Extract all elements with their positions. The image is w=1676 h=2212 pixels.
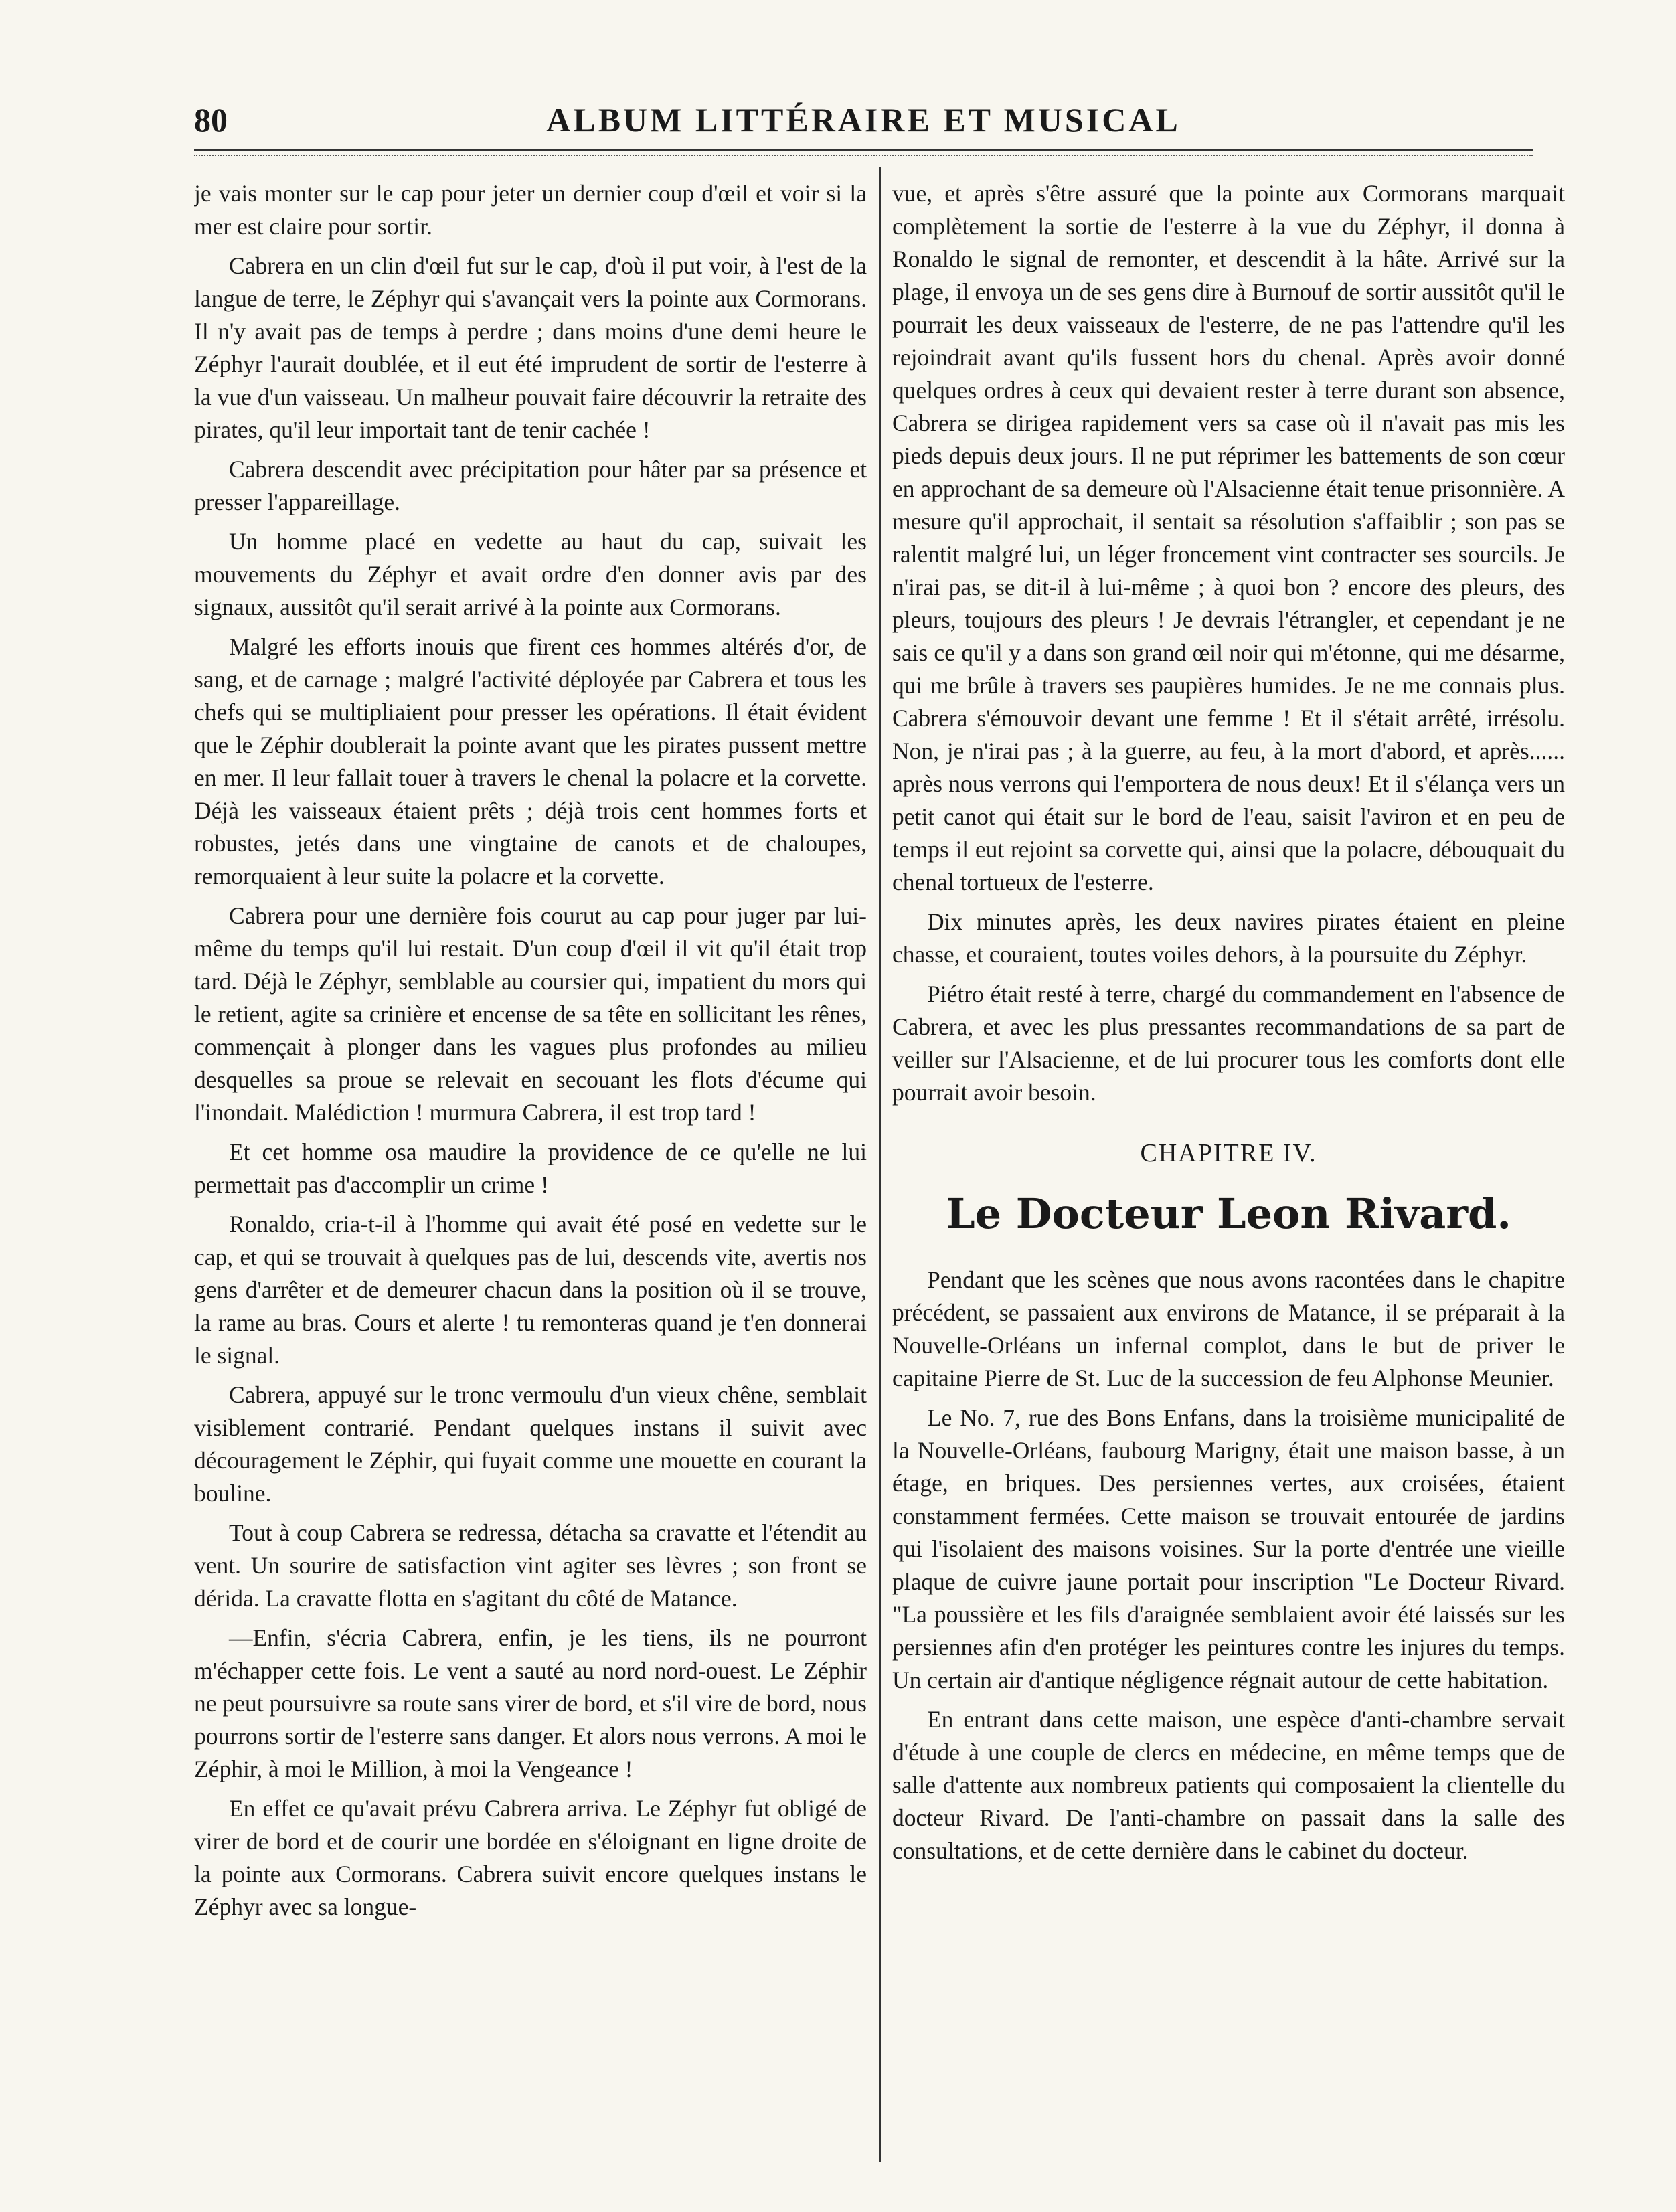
left-column <box>194 177 867 2158</box>
paragraph: Tout à coup Cabrera se redressa, détacha sa cravatte et l'étendit au vent. Un sourire de satisfaction vint agiter ses lèvres ; son front se dérida. La cravatte flotta en s'agitant du côté de Matance. <box>194 1519 867 1612</box>
paragraph: Cabrera en un clin d'œil fut sur le cap, d'où il put voir, à l'est de la langue de terre, le Zéphyr qui s'avançait vers la pointe aux Cormorans. Il n'y avait pas de temps à perdre ; dans moins d'une demi heure le Zéphyr l'aurait doublée, et il eut été imprudent de sortir de l'esterre à la vue d'un vaisseau. Un malheur pouvait faire découvrir la retraite des pirates, qu'il leur importait tant de tenir cachée ! <box>194 252 867 443</box>
right-column <box>892 177 1565 2158</box>
paragraph: En entrant dans cette maison, une espèce d'anti-chambre servait d'étude à une couple de clercs en médecine, en même temps que de salle d'attente aux nombreux patients qui composaient la clientelle du docteur Rivard. De l'anti-chambre on passait dans la salle des consultations, et de cette dernière dans le cabinet du docteur. <box>892 1706 1565 1864</box>
paragraph: Le No. 7, rue des Bons Enfans, dans la troisième municipalité de la Nouvelle-Orléans, faubourg Marigny, était une maison basse, à un étage, en briques. Des persiennes vertes, aux croisées, étaient constamment fermées. Cette maison se trouvait entourée de jardins qui l'isolaient des maisons voisines. Sur la porte d'entrée une vieille plaque de cuivre jaune portait pour inscription "Le Docteur Rivard. "La poussière et les fils d'araignée semblaient avoir été laissés sur les persiennes afin d'en protéger les peintures contre les injures du temps. Un certain air d'antique négligence régnait autour de cette habitation. <box>892 1404 1565 1693</box>
page-header <box>194 100 1533 141</box>
paragraph: Cabrera descendit avec précipitation pour hâter par sa présence et presser l'appareillage. <box>194 456 867 515</box>
page-number: 80 <box>194 101 228 139</box>
paragraph: Cabrera pour une dernière fois courut au cap pour juger par lui-même du temps qu'il lui restait. D'un coup d'œil il vit qu'il était trop tard. Déjà le Zéphyr, semblable au coursier qui, impatient du mors qui le retient, agite sa crinière et encense de sa tête en sollicitant les rênes, commençait à plonger dans les vagues plus profondes au milieu desquelles sa proue se relevait en secouant les flots d'écume qui l'inondait. Malédiction ! murmura Cabrera, il est trop tard ! <box>194 902 867 1126</box>
paragraph: Un homme placé en vedette au haut du cap, suivait les mouvements du Zéphyr et avait ordre d'en donner avis par des signaux, aussitôt qu'il serait arrivé à la pointe aux Cormorans. <box>194 528 867 620</box>
running-title: ALBUM LITTÉRAIRE ET MUSICAL <box>546 101 1181 139</box>
paragraph: —Enfin, s'écria Cabrera, enfin, je les tiens, ils ne pourront m'échapper cette fois. Le vent a sauté au nord nord-ouest. Le Zéphir ne peut poursuivre sa route sans virer de bord, et s'il vire de bord, nous pourrons sortir de l'esterre sans danger. Et alors nous verrons. A moi le Zéphir, à moi le Million, à moi la Vengeance ! <box>194 1624 867 1782</box>
paragraph: Piétro était resté à terre, chargé du commandement en l'absence de Cabrera, et avec les plus pressantes recommandations de sa part de veiller sur l'Alsacienne, et de lui procurer tous les comforts dont elle pourrait avoir besoin. <box>892 981 1565 1106</box>
paragraph: Ronaldo, cria-t-il à l'homme qui avait été posé en vedette sur le cap, et qui se trouvait à quelques pas de lui, descends vite, avertis nos gens d'arrêter et de demeurer chacun dans la position où il se trouve, la rame au bras. Cours et alerte ! tu remonteras quand je t'en donnerai le signal. <box>194 1211 867 1369</box>
paragraph: Dix minutes après, les deux navires pirates étaient en pleine chasse, et couraient, toutes voiles dehors, à la poursuite du Zéphyr. <box>892 908 1565 968</box>
paragraph: vue, et après s'être assuré que la pointe aux Cormorans marquait complètement la sortie de l'esterre à la vue du Zéphyr, il donna à Ronaldo le signal de remonter, et descendit à la hâte. Arrivé sur la plage, il envoya un de ses gens dire à Burnouf de sortir aussitôt qu'il le pourrait les deux vaisseaux de l'esterre, de ne pas l'attendre qu'il les rejoindrait avant qu'ils fussent hors du chenal. Après avoir donné quelques ordres à ceux qui devaient rester à terre durant son absence, Cabrera se dirigea rapidement vers sa case où il n'avait pas mis les pieds depuis deux jours. Il ne put réprimer les battements de son cœur en approchant de sa demeure où l'Alsacienne était tenue prisonnière. A mesure qu'il approchait, il sentait sa résolution s'affaiblir ; son pas se ralentit malgré lui, un léger froncement vint contracter ses sourcils. Je n'irai pas, se dit-il à lui-même ; à quoi bon ? encore des pleurs, des pleurs, toujours des pleurs ! Je devrais l'étrangler, et cependant je ne sais ce qu'il y a dans son grand œil noir qui m'étonne, qui me désarme, qui me brûle à travers ses paupières humides. Je ne me connais plus. Cabrera s'émouvoir devant une femme ! Et il s'était arrêté, irrésolu. Non, je n'irai pas ; à la guerre, au feu, à la mort d'abord, et après...... après nous verrons qui l'emportera de nous deux! Et il s'élança vers un petit canot qui était sur le bord de l'eau, saisit l'aviron et en peu de temps il eut rejoint sa corvette qui, ainsi que la polacre, débouquait du chenal tortueux de l'esterre. <box>892 180 1565 896</box>
chapter-number: CHAPITRE IV. <box>1140 1139 1317 1167</box>
paragraph: je vais monter sur le cap pour jeter un dernier coup d'œil et voir si la mer est claire pour sortir. <box>194 180 867 240</box>
paragraph: Malgré les efforts inouis que firent ces hommes altérés d'or, de sang, et de carnage ; malgré l'activité déployée par Cabrera et tous les chefs qui se multipliaient pour presser les opérations. Il était évident que le Zéphir doublerait la pointe avant que les pirates pussent mettre en mer. Il leur fallait touer à travers le chenal la polacre et la corvette. Déjà les vaisseaux étaient prêts ; déjà trois cent hommes forts et robustes, jetés dans une vingtaine de canots et de chaloupes, remorquaient à leur suite la polacre et la corvette. <box>194 633 867 889</box>
header-rule <box>194 149 1533 156</box>
paragraph: Pendant que les scènes que nous avons racontées dans le chapitre précédent, se passaient aux environs de Matance, il se préparait à la Nouvelle-Orléans un infernal complot, dans le but de priver le capitaine Pierre de St. Luc de la succession de feu Alphonse Meunier. <box>892 1266 1565 1391</box>
chapter-title: Le Docteur Leon Rivard. <box>946 1189 1511 1238</box>
paragraph: En effet ce qu'avait prévu Cabrera arriva. Le Zéphyr fut obligé de virer de bord et de courir une bordée en s'éloignant en ligne droite de la pointe aux Cormorans. Cabrera suivit encore quelques instans le Zéphyr avec sa longue- <box>194 1795 867 1920</box>
paragraph: Cabrera, appuyé sur le tronc vermoulu d'un vieux chêne, semblait visiblement contrarié. Pendant quelques instans il suivit avec découragement le Zéphir, qui fuyait comme une mouette en courant la bouline. <box>194 1381 867 1507</box>
paragraph: Et cet homme osa maudire la providence de ce qu'elle ne lui permettait pas d'accomplir un crime ! <box>194 1138 867 1198</box>
column-divider <box>879 167 881 2162</box>
